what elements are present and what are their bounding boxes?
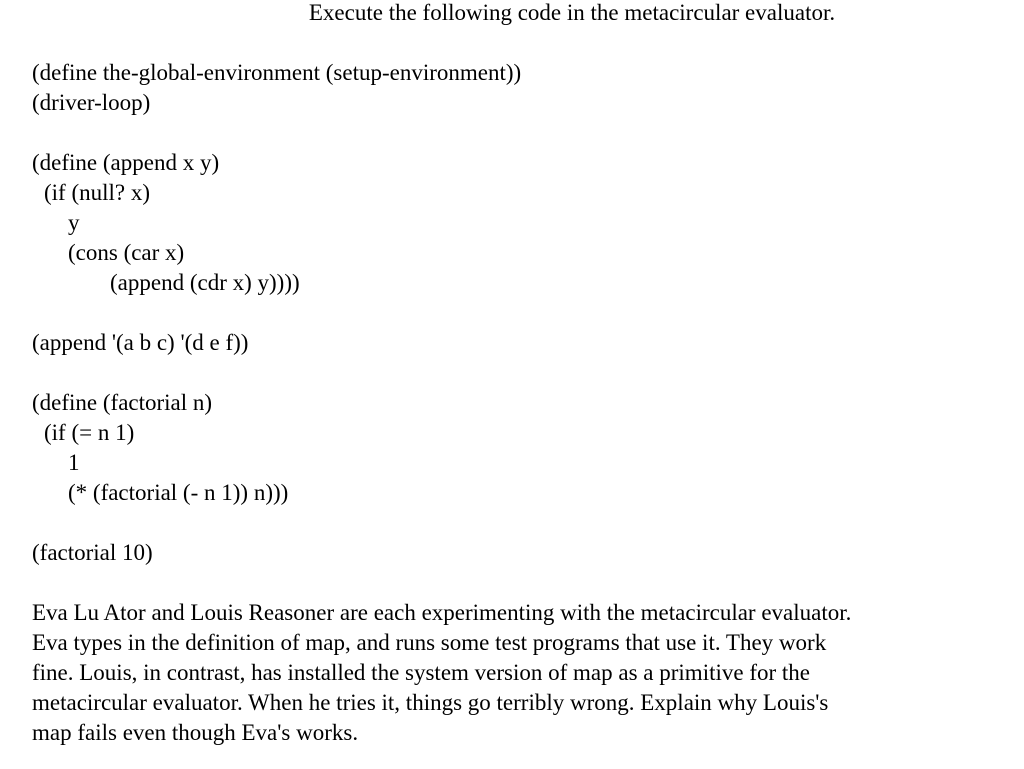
question-paragraph	[32, 598, 992, 748]
append-definition-block	[32, 148, 300, 298]
question-line: fine. Louis, in contrast, has installed the system version of map as a primitive for the	[32, 660, 810, 685]
code-line-append-cdr: (append (cdr x) y))))	[110, 270, 300, 295]
code-line-multiply-recursion: (* (factorial (- n 1)) n)))	[68, 480, 289, 505]
question-line: metacircular evaluator. When he tries it, things go terribly wrong. Explain why Louis's	[32, 690, 829, 715]
code-line-define-append: (define (append x y)	[32, 150, 220, 175]
setup-code-block	[32, 58, 521, 118]
factorial-definition-block	[32, 388, 288, 508]
code-line-define-global-env: (define the-global-environment (setup-environment))	[32, 60, 522, 85]
code-line-return-y: y	[68, 210, 80, 235]
code-line-if-null: (if (null? x)	[44, 180, 151, 205]
code-line-driver-loop: (driver-loop)	[32, 90, 151, 115]
code-line-cons-car: (cons (car x)	[68, 240, 185, 265]
question-line: map fails even though Eva's works.	[32, 720, 359, 745]
question-line: Eva Lu Ator and Louis Reasoner are each experimenting with the metacircular evaluator.	[32, 600, 852, 625]
code-line-define-factorial: (define (factorial n)	[32, 390, 213, 415]
factorial-call-block	[32, 538, 153, 568]
question-line: Eva types in the definition of map, and runs some test programs that use it. They work	[32, 630, 827, 655]
code-line-return-1: 1	[68, 450, 80, 475]
code-line-append-call: (append '(a b c) '(d e f))	[32, 330, 249, 355]
instructions-heading: Execute the following code in the metacircular evaluator.	[308, 0, 836, 25]
code-line-if-n-equals-1: (if (= n 1)	[44, 420, 135, 445]
append-call-block	[32, 328, 248, 358]
code-line-factorial-call: (factorial 10)	[32, 540, 153, 565]
